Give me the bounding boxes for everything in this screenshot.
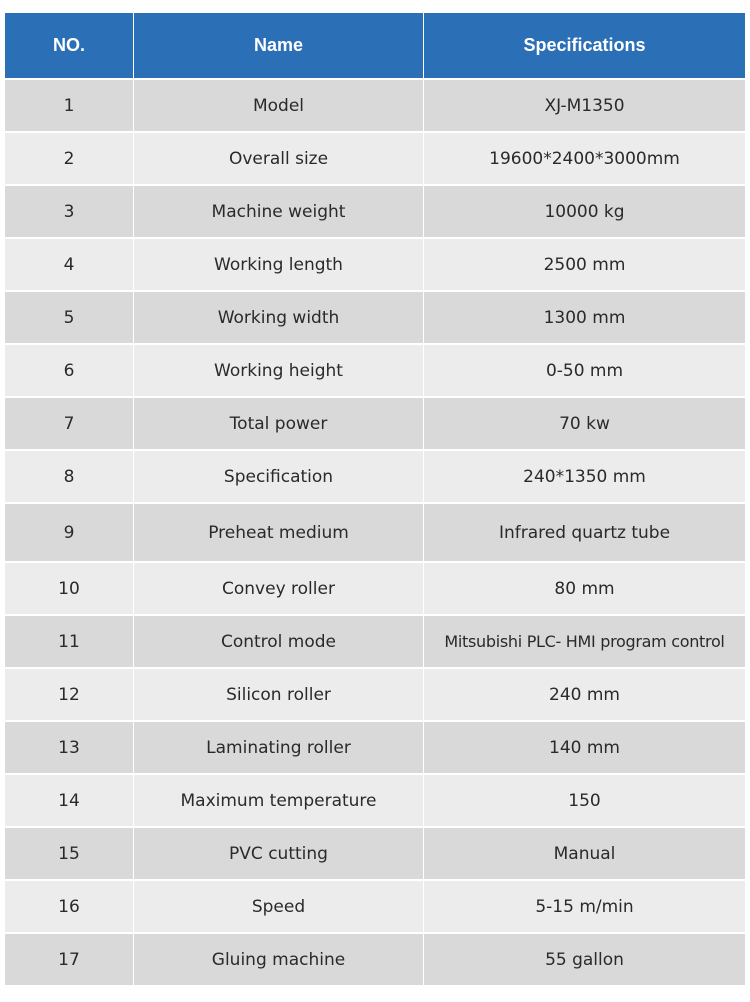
row-number: 7 <box>5 396 134 449</box>
row-number: 10 <box>5 561 134 614</box>
row-number: 17 <box>5 932 134 985</box>
row-number: 4 <box>5 237 134 290</box>
row-spec: 1300 mm <box>424 290 745 343</box>
row-name: Specification <box>134 449 424 502</box>
row-spec: Manual <box>424 826 745 879</box>
table-row <box>5 614 745 667</box>
row-name: Machine weight <box>134 184 424 237</box>
table-row <box>5 290 745 343</box>
header-specifications: Specifications <box>424 13 745 78</box>
table-row <box>5 184 745 237</box>
row-name: Maximum temperature <box>134 773 424 826</box>
table-row <box>5 131 745 184</box>
row-name: Preheat medium <box>134 502 424 561</box>
table-row <box>5 826 745 879</box>
row-spec: Infrared quartz tube <box>424 502 745 561</box>
table-row <box>5 237 745 290</box>
row-spec: 240 mm <box>424 667 745 720</box>
row-number: 2 <box>5 131 134 184</box>
row-spec: 0-50 mm <box>424 343 745 396</box>
row-number: 16 <box>5 879 134 932</box>
table-row <box>5 343 745 396</box>
table-row <box>5 720 745 773</box>
row-name: Silicon roller <box>134 667 424 720</box>
row-number: 3 <box>5 184 134 237</box>
row-number: 14 <box>5 773 134 826</box>
table-row <box>5 773 745 826</box>
table-row <box>5 78 745 131</box>
table-row <box>5 561 745 614</box>
row-spec: 140 mm <box>424 720 745 773</box>
table-row <box>5 396 745 449</box>
row-name: Overall size <box>134 131 424 184</box>
row-name: Speed <box>134 879 424 932</box>
row-number: 11 <box>5 614 134 667</box>
table-row <box>5 502 745 561</box>
header-name: Name <box>134 13 424 78</box>
table-row <box>5 449 745 502</box>
row-number: 12 <box>5 667 134 720</box>
row-number: 5 <box>5 290 134 343</box>
row-name: Model <box>134 78 424 131</box>
row-spec: 2500 mm <box>424 237 745 290</box>
row-spec: 5-15 m/min <box>424 879 745 932</box>
table-row <box>5 879 745 932</box>
row-number: 13 <box>5 720 134 773</box>
table-body <box>5 78 745 985</box>
row-name: Gluing machine <box>134 932 424 985</box>
row-spec: 10000 kg <box>424 184 745 237</box>
row-spec: 19600*2400*3000mm <box>424 131 745 184</box>
row-spec: Mitsubishi PLC- HMI program control <box>424 614 745 667</box>
row-name: Working width <box>134 290 424 343</box>
row-spec: XJ-M1350 <box>424 78 745 131</box>
row-number: 15 <box>5 826 134 879</box>
row-name: Working height <box>134 343 424 396</box>
row-spec: 150 <box>424 773 745 826</box>
row-number: 6 <box>5 343 134 396</box>
table-row <box>5 667 745 720</box>
row-number: 9 <box>5 502 134 561</box>
row-spec: 80 mm <box>424 561 745 614</box>
row-number: 1 <box>5 78 134 131</box>
row-name: PVC cutting <box>134 826 424 879</box>
header-no: NO. <box>5 13 134 78</box>
row-number: 8 <box>5 449 134 502</box>
table-row <box>5 932 745 985</box>
row-name: Control mode <box>134 614 424 667</box>
row-name: Laminating roller <box>134 720 424 773</box>
row-spec: 55 gallon <box>424 932 745 985</box>
row-name: Total power <box>134 396 424 449</box>
row-name: Working length <box>134 237 424 290</box>
specifications-table <box>5 13 745 985</box>
row-name: Convey roller <box>134 561 424 614</box>
table-header <box>5 13 745 78</box>
row-spec: 240*1350 mm <box>424 449 745 502</box>
header-row <box>5 13 745 78</box>
row-spec: 70 kw <box>424 396 745 449</box>
